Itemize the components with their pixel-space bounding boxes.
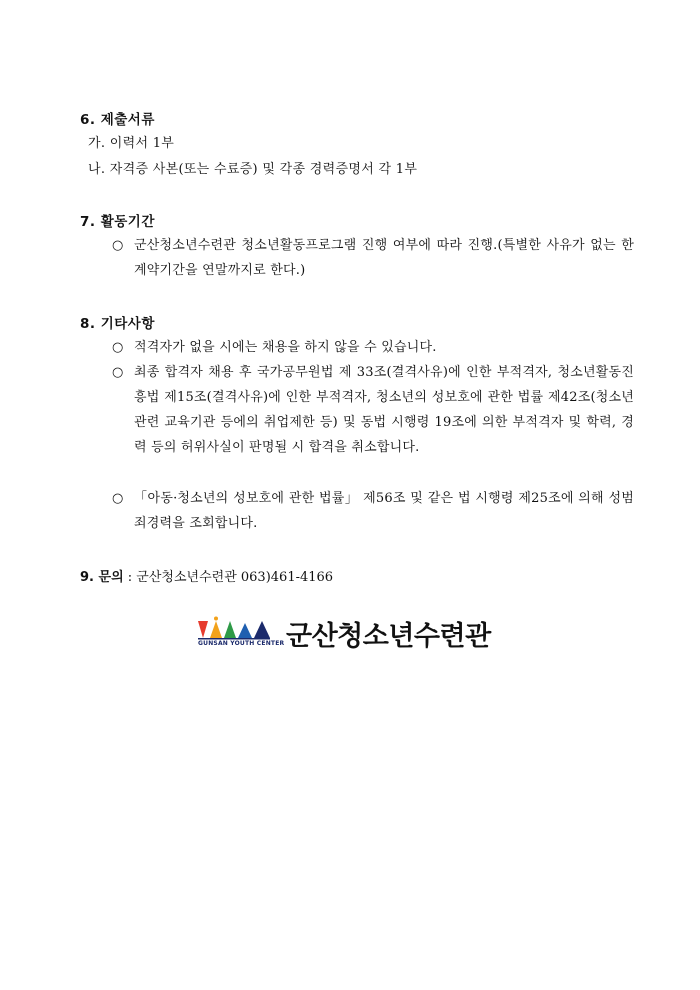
center-logo bbox=[198, 616, 508, 652]
bullet-circle-icon: ○ bbox=[112, 238, 124, 253]
section-8-bullet-item-3 bbox=[112, 486, 634, 536]
section-9-label: 9. 문의 bbox=[80, 570, 124, 585]
bullet-circle-icon: ○ bbox=[112, 365, 124, 380]
logo-name: 군산청소년수련관 bbox=[286, 621, 491, 652]
section-8-bullet-item-1 bbox=[112, 335, 634, 360]
section-6-title: 6. 제출서류 bbox=[80, 112, 155, 128]
section-7-bullet-item bbox=[112, 233, 634, 283]
bullet-circle-icon: ○ bbox=[112, 340, 124, 355]
section-8-title: 8. 기타사항 bbox=[80, 316, 155, 332]
section-7-title: 7. 활동기간 bbox=[80, 214, 155, 230]
section-8-bullet-text-2: 최종 합격자 채용 후 국가공무원법 제 33조(결격사유)에 인한 부적격자, 청소년활동진흥법 제15조(결격사유)에 인한 부적격자, 청소년의 성보호에 관한 법률 제42조(청소년 관련 교육기관 등에의 취업제한 등) 및 동법 시행령 19조에 의한 부적격자 및 학력, 경력 등의 허위사실이 판명될 시 합격을 취소합니다. bbox=[134, 365, 634, 455]
section-8-bullet-item-2 bbox=[112, 360, 634, 460]
section-8-bullet-text-3: 「아동·청소년의 성보호에 관한 법률」 제56조 및 같은 법 시행령 제25조에 의해 성범죄경력을 조회합니다. bbox=[134, 491, 634, 531]
section-6-item-1: 가. 이력서 1부 bbox=[88, 136, 175, 151]
contact-text: : 군산청소년수련관 063)461-4166 bbox=[127, 570, 334, 585]
section-8-bullet-text-1: 적격자가 없을 시에는 채용을 하지 않을 수 있습니다. bbox=[134, 340, 437, 355]
bullet-circle-icon: ○ bbox=[112, 491, 124, 506]
section-6-item-2: 나. 자격증 사본(또는 수료증) 및 각종 경력증명서 각 1부 bbox=[88, 162, 418, 177]
contact-line bbox=[80, 566, 333, 585]
section-7-bullet-text: 군산청소년수련관 청소년활동프로그램 진행 여부에 따라 진행.(특별한 사유가 없는 한 계약기간을 연말까지로 한다.) bbox=[134, 238, 634, 278]
logo-tagline: GUNSAN YOUTH CENTER bbox=[198, 640, 285, 647]
